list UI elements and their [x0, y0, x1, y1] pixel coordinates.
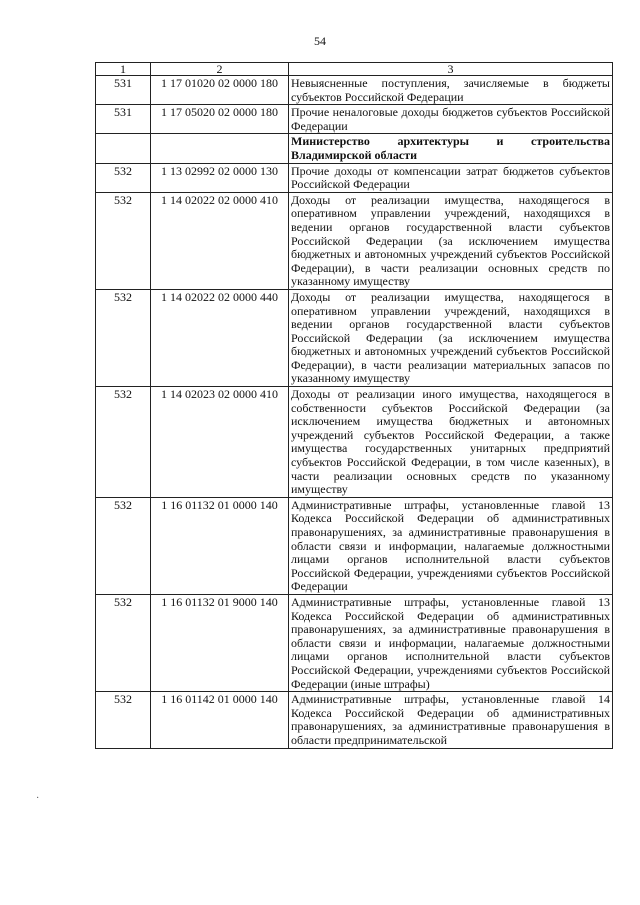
revenue-description-cell: Административные штрафы, установленные главой 14 Кодекса Российской Федерации об административных правонарушениях, за административные правонарушения в области предпринимательской — [289, 692, 613, 748]
revenue-description-cell: Прочие доходы от компенсации затрат бюджетов субъектов Российской Федерации — [289, 163, 613, 192]
admin-code-cell: 532 — [96, 163, 151, 192]
revenue-description-cell: Доходы от реализации имущества, находящегося в оперативном управлении учреждений, находящихся в ведении органов государственной власти субъектов Российской Федерации (за исключением имущества бюджетных и автономных учреждений субъектов Российской Федерации), в части реализации материальных запасов по указанному имуществу — [289, 289, 613, 386]
revenue-code-cell: 1 14 02022 02 0000 440 — [151, 289, 289, 386]
revenue-code-cell: 1 14 02023 02 0000 410 — [151, 387, 289, 498]
revenue-code-cell: 1 16 01132 01 0000 140 — [151, 497, 289, 594]
page-number: 54 — [314, 34, 326, 48]
admin-code-cell: 532 — [96, 387, 151, 498]
revenue-description-cell: Доходы от реализации иного имущества, находящегося в собственности субъектов Российской Федерации (за исключением имущества бюджетных и автономных учреждений субъектов Российской Федерации, а также имущества государственных унитарных предприятий субъектов Российской Федерации, в том числе казенных), в части реализации основных средств по указанному имуществу — [289, 387, 613, 498]
header-col-3: 3 — [289, 63, 613, 76]
table-row — [96, 289, 613, 386]
revenue-code-cell — [151, 134, 289, 163]
revenue-code-cell: 1 14 02022 02 0000 410 — [151, 192, 289, 289]
header-col-2: 2 — [151, 63, 289, 76]
revenue-description-cell: Административные штрафы, установленные главой 13 Кодекса Российской Федерации об административных правонарушениях, за административные правонарушения в области связи и информации, налагаемые должностными лицами органов исполнительной власти субъектов Российской Федерации, учреждениями субъектов Российской Федерации — [289, 497, 613, 594]
revenue-description-cell: Невыясненные поступления, зачисляемые в бюджеты субъектов Российской Федерации — [289, 76, 613, 105]
revenue-description-cell: Министерство архитектуры и строительства Владимирской области — [289, 134, 613, 163]
table-header-row — [96, 63, 613, 76]
header-col-1: 1 — [96, 63, 151, 76]
revenue-code-cell: 1 17 01020 02 0000 180 — [151, 76, 289, 105]
admin-code-cell: 532 — [96, 497, 151, 594]
table-row — [96, 387, 613, 498]
table-row — [96, 497, 613, 594]
admin-code-cell — [96, 134, 151, 163]
table-row — [96, 163, 613, 192]
admin-code-cell: 532 — [96, 192, 151, 289]
revenue-description-cell: Прочие неналоговые доходы бюджетов субъектов Российской Федерации — [289, 105, 613, 134]
revenue-code-cell: 1 16 01142 01 0000 140 — [151, 692, 289, 748]
revenue-description-cell: Административные штрафы, установленные главой 13 Кодекса Российской Федерации об административных правонарушениях, за административные правонарушения в области связи и информации, налагаемые должностными лицами органов исполнительной власти субъектов Российской Федерации, учреждениями субъектов Российской Федерации (иные штрафы) — [289, 594, 613, 691]
table-row — [96, 76, 613, 105]
revenue-code-cell: 1 13 02992 02 0000 130 — [151, 163, 289, 192]
revenue-code-cell: 1 17 05020 02 0000 180 — [151, 105, 289, 134]
table-row — [96, 192, 613, 289]
section-heading-row — [96, 134, 613, 163]
admin-code-cell: 531 — [96, 76, 151, 105]
revenue-codes-table — [95, 62, 613, 749]
admin-code-cell: 532 — [96, 289, 151, 386]
table-row — [96, 692, 613, 748]
scan-speck: · — [36, 793, 40, 804]
admin-code-cell: 531 — [96, 105, 151, 134]
admin-code-cell: 532 — [96, 594, 151, 691]
admin-code-cell: 532 — [96, 692, 151, 748]
table-row — [96, 594, 613, 691]
table-row — [96, 105, 613, 134]
revenue-description-cell: Доходы от реализации имущества, находящегося в оперативном управлении учреждений, находящихся в ведении органов государственной власти субъектов Российской Федерации (за исключением имущества бюджетных и автономных учреждений субъектов Российской Федерации), в части реализации основных средств по указанному имуществу — [289, 192, 613, 289]
revenue-code-cell: 1 16 01132 01 9000 140 — [151, 594, 289, 691]
